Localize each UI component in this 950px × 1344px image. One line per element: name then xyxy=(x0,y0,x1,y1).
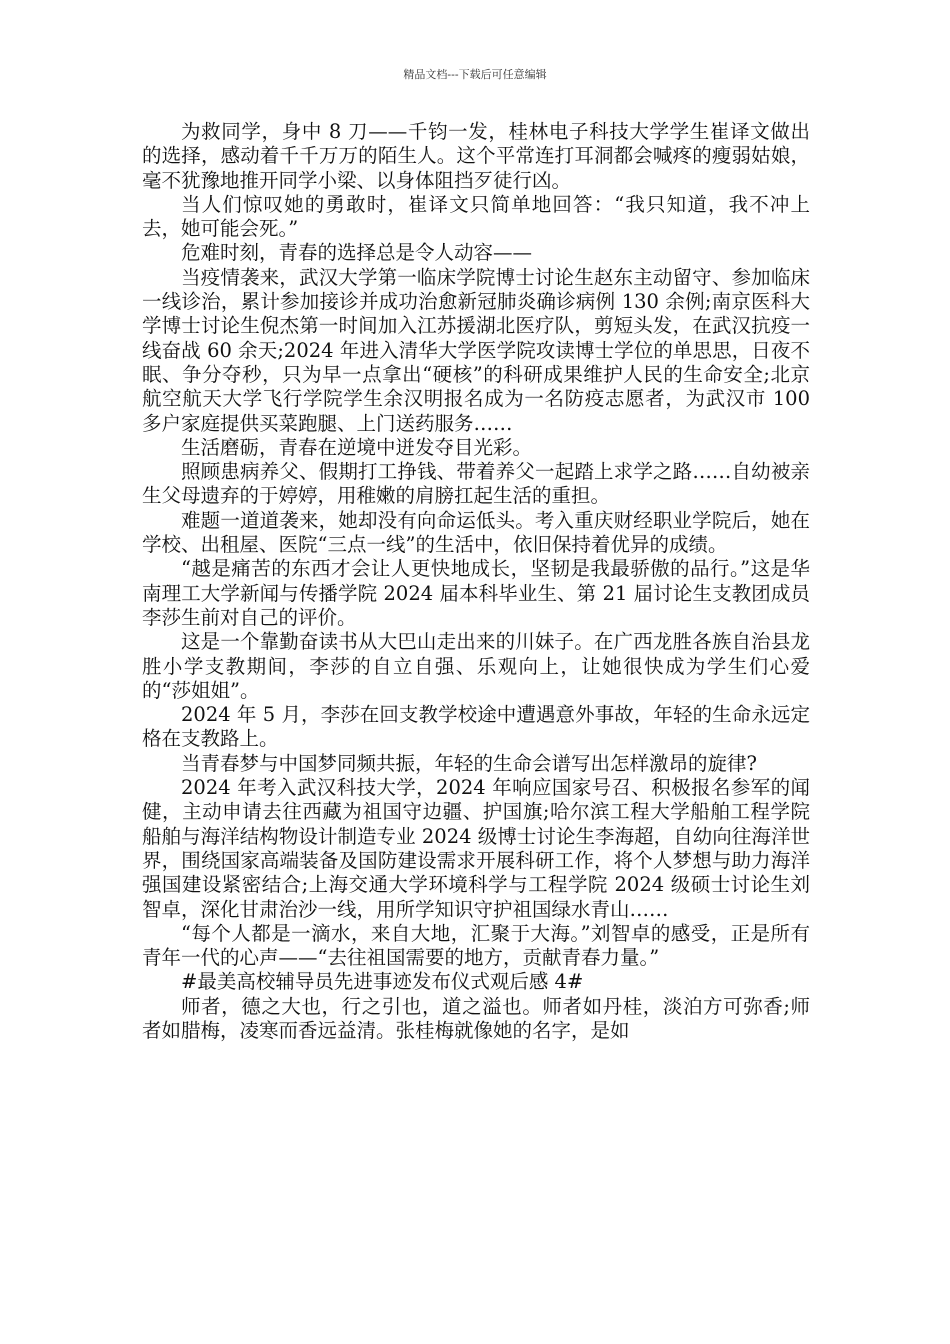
paragraph: 师者，德之大也，行之引也，道之溢也。师者如丹桂，淡泊方可弥香;师者如腊梅，凌寒而香远益清。张桂梅就像她的名字，是如 xyxy=(142,994,810,1042)
paragraph: 2024 年 5 月，李莎在回支教学校途中遭遇意外事故，年轻的生命永远定格在支教路上。 xyxy=(142,703,810,751)
paragraph: “每个人都是一滴水，来自大地，汇聚于大海。”刘智卓的感受，正是所有青年一代的心声——“去往祖国需要的地方，贡献青春力量。” xyxy=(142,921,810,970)
paragraph: “越是痛苦的东西才会让人更快地成长，坚韧是我最骄傲的品行。”这是华南理工大学新闻与传播学院 2024 届本科毕业生、第 21 届讨论生支教团成员李莎生前对自己的评价。 xyxy=(142,557,810,629)
paragraph: 当青春梦与中国梦同频共振，年轻的生命会谱写出怎样激昂的旋律? xyxy=(181,751,757,775)
paragraph: 当疫情袭来，武汉大学第一临床学院博士讨论生赵东主动留守、参加临床一线诊治，累计参加接诊并成功治愈新冠肺炎确诊病例 130 余例;南京医科大学博士讨论生倪杰第一时间加入江苏援湖北医疗队，剪短头发，在武汉抗疫一线奋战 60 余天;2024 年进入清华大学医学院攻读博士学位的单思思，日夜不眠、争分夺秒，只为早一点拿出“硬核”的科研成果维护人民的生命安全;北京航空航天大学飞行学院学生余汉明报名成为一名防疫志愿者，为武汉市 100 多户家庭提供买菜跑腿、上门送药服务…… xyxy=(142,265,810,435)
paragraph: 2024 年考入武汉科技大学，2024 年响应国家号召、积极报名参军的闻健，主动申请去往西藏为祖国守边疆、护国旗;哈尔滨工程大学船舶工程学院船舶与海洋结构物设计制造专业 2024 级博士讨论生李海超，自幼向往海洋世界，围绕国家高端装备及国防建设需求开展科研工作，将个人梦想与助力海洋强国建设紧密结合;上海交通大学环境科学与工程学院 2024 级硕士讨论生刘智卓，深化甘肃治沙一线，用所学知识守护祖国绿水青山…… xyxy=(142,776,810,921)
paragraph: 难题一道道袭来，她却没有向命运低头。考入重庆财经职业学院后，她在学校、出租屋、医院“三点一线”的生活中，依旧保持着优异的成绩。 xyxy=(142,508,810,557)
paragraph: 这是一个靠勤奋读书从大巴山走出来的川妹子。在广西龙胜各族自治县龙胜小学支教期间，李莎的自立自强、乐观向上，让她很快成为学生们心爱的“莎姐姐”。 xyxy=(142,630,810,702)
page-header: 精品文档---下载后可任意编辑 xyxy=(403,68,547,81)
section-heading: #最美高校辅导员先进事迹发布仪式观后感 4# xyxy=(181,970,584,994)
document-body xyxy=(142,120,810,1043)
paragraph: 危难时刻，青春的选择总是令人动容—— xyxy=(181,241,533,265)
paragraph: 为救同学，身中 8 刀——千钧一发，桂林电子科技大学学生崔译文做出的选择，感动着千千万万的陌生人。这个平常连打耳洞都会喊疼的瘦弱姑娘，毫不犹豫地推开同学小梁、以身体阻挡歹徒行凶。 xyxy=(142,120,810,192)
paragraph: 生活磨砺，青春在逆境中迸发夺目光彩。 xyxy=(181,435,533,459)
paragraph: 照顾患病养父、假期打工挣钱、带着养父一起踏上求学之路……自幼被亲生父母遗弃的于婷婷，用稚嫩的肩膀扛起生活的重担。 xyxy=(142,460,810,508)
paragraph: 当人们惊叹她的勇敢时，崔译文只简单地回答：“我只知道，我不冲上去，她可能会死。” xyxy=(142,192,810,241)
